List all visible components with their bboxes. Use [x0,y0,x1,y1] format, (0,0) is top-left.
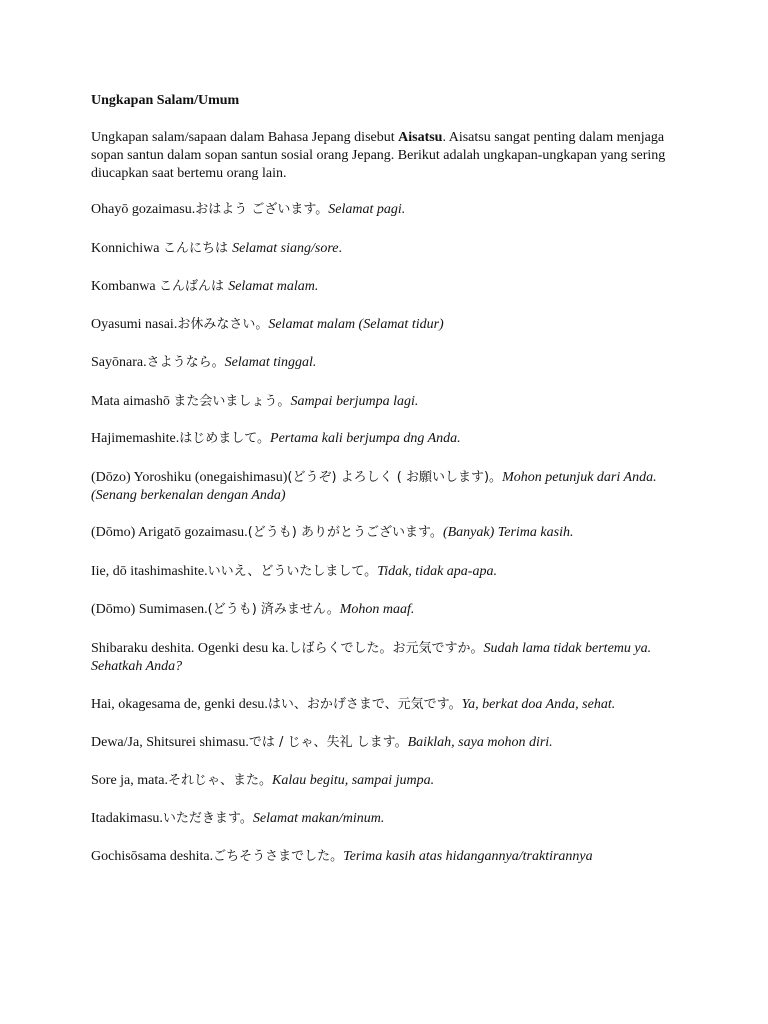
phrase-entry [91,278,691,296]
japanese-text: こんばんは [159,279,229,294]
phrase-entry [91,354,691,372]
japanese-text: はじめまして。 [179,431,271,446]
phrase-entry [91,524,691,542]
romaji: Mata aimashō [91,394,174,409]
romaji: Iie, dō itashimashite. [91,564,208,579]
phrase-entry [91,734,691,752]
translation: Sudah lama tidak bertemu ya. Sehatkah Anda? [91,641,652,674]
japanese-text: それじゃ、また。 [167,773,272,788]
translation: Selamat siang/sore [232,241,339,256]
intro-paragraph [91,129,691,183]
translation: Sampai berjumpa lagi. [290,394,419,409]
phrase-entry [91,563,691,581]
translation: Tidak, tidak apa-apa. [377,564,497,579]
romaji: Itadakimasu. [91,811,163,826]
romaji: Ohayō gozaimasu. [91,202,196,217]
romaji: Sayōnara. [91,355,147,370]
phrase-entry [91,393,691,411]
translation: Mohon petunjuk dari Anda. (Senang berkenalan dengan Anda) [91,470,657,503]
japanese-text: (どうも) 済みません。 [207,602,340,617]
phrase-entry [91,696,691,714]
phrase-entry [91,430,691,448]
phrase-entry [91,201,691,219]
translation: Selamat makan/minum. [252,811,385,826]
japanese-text: いただきます。 [162,811,253,826]
phrase-entry [91,240,691,258]
romaji: Dewa/Ja, Shitsurei shimasu. [91,735,249,750]
romaji: Shibaraku deshita. Ogenki desu ka. [91,641,289,656]
phrase-entry [91,316,691,334]
japanese-text: では / じゃ、失礼 します。 [248,735,408,750]
japanese-text: いいえ、どういたしまして。 [207,564,378,579]
translation: Mohon maaf. [339,602,415,617]
romaji: Sore ja, mata. [91,773,168,788]
romaji: Kombanwa [91,279,160,294]
translation: Selamat tinggal. [224,355,317,370]
translation: Kalau begitu, sampai jumpa. [272,773,435,788]
translation: Baiklah, saya mohon diri. [407,735,553,750]
japanese-text: (どうも) ありがとうございます。 [247,525,443,540]
translation: Terima kasih atas hidangannya/traktirannya [343,849,593,864]
translation: Selamat malam (Selamat tidur) [268,317,444,332]
phrase-entry [91,640,691,676]
phrase-entry [91,772,691,790]
phrase-entry [91,601,691,619]
translation: Ya, berkat doa Anda, sehat. [461,697,616,712]
phrase-entry [91,848,691,866]
translation: (Banyak) Terima kasih. [442,525,574,540]
japanese-text: こんにちは [162,241,233,256]
intro-term-bold: Aisatsu [398,130,443,145]
japanese-text: はい、おかげさまで、元気です。 [267,697,462,712]
romaji: Gochisōsama deshita. [91,849,214,864]
phrase-entry [91,469,691,505]
translation: Selamat malam. [228,279,319,294]
japanese-text: また会いましょう。 [173,394,291,409]
romaji: (Dōmo) Sumimasen. [91,602,208,617]
intro-text-start: Ungkapan salam/sapaan dalam Bahasa Jepang disebut [91,130,399,145]
phrase-entry [91,810,691,828]
romaji: Hajimemashite. [91,431,180,446]
japanese-text: しばらくでした。お元気ですか。 [288,641,484,656]
romaji: Oyasumi nasai. [91,317,178,332]
japanese-text: ごちそうさまでした。 [213,849,344,864]
japanese-text: さようなら。 [146,355,225,370]
romaji: Hai, okagesama de, genki desu. [91,697,268,712]
japanese-text: おはよう ございます。 [195,202,329,217]
romaji: Konnichiwa [91,241,163,256]
intro-text-end: . Aisatsu sangat penting dalam menjaga sopan santun dalam sopan santun sosial orang Jepang. Berikut adalah ungkapan-ungkapan yang sering diucapkan saat bertemu orang lain. [91,130,666,181]
japanese-text: お休みなさい。 [177,317,269,332]
page-title: Ungkapan Salam/Umum [91,93,240,108]
romaji: (Dōzo) Yoroshiku (onegaishimasu) [91,470,288,485]
japanese-text: (どうぞ) よろしく ( お願いします)。 [287,470,503,485]
trailing-period: . [338,241,342,256]
translation: Selamat pagi. [328,202,406,217]
romaji: (Dōmo) Arigatō gozaimasu. [91,525,248,540]
translation: Pertama kali berjumpa dng Anda. [270,431,461,446]
